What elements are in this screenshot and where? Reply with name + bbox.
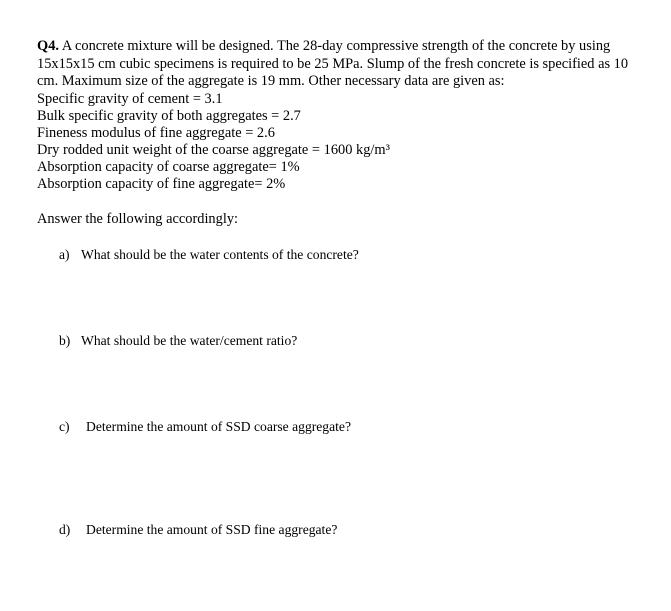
question-label: Q4. bbox=[37, 38, 59, 54]
given-specific-gravity-cement: Specific gravity of cement = 3.1 bbox=[37, 91, 223, 107]
sub-question-b bbox=[59, 332, 297, 349]
sub-question-letter: d) bbox=[59, 522, 71, 537]
sub-question-text: What should be the water contents of the concrete? bbox=[81, 247, 359, 262]
given-dry-rodded-unit-weight: Dry rodded unit weight of the coarse aggregate = 1600 kg/m³ bbox=[37, 142, 390, 158]
sub-question-text: Determine the amount of SSD coarse aggregate? bbox=[86, 419, 351, 434]
answer-prompt: Answer the following accordingly: bbox=[37, 211, 239, 227]
sub-question-c bbox=[59, 418, 351, 435]
given-fineness-modulus: Fineness modulus of fine aggregate = 2.6 bbox=[37, 125, 275, 141]
given-absorption-fine: Absorption capacity of fine aggregate= 2% bbox=[37, 176, 286, 192]
question-intro bbox=[37, 38, 652, 91]
sub-question-d bbox=[59, 521, 337, 538]
question-text: A concrete mixture will be designed. The 28-day compressive strength of the concrete by using 15x15x15 cm cubic specimens is required to be 25 MPa. Slump of the fresh concrete is specified as 10 cm. Maximum size of the aggregate is 19 mm. Other necessary data are given as: bbox=[37, 38, 629, 89]
given-absorption-coarse: Absorption capacity of coarse aggregate= 1% bbox=[37, 159, 300, 175]
sub-question-letter: a) bbox=[59, 247, 70, 262]
sub-question-text: Determine the amount of SSD fine aggregate? bbox=[86, 522, 338, 537]
sub-question-a bbox=[59, 246, 359, 263]
sub-question-letter: b) bbox=[59, 333, 71, 348]
given-bulk-specific-gravity: Bulk specific gravity of both aggregates = 2.7 bbox=[37, 108, 301, 124]
sub-question-text: What should be the water/cement ratio? bbox=[81, 333, 298, 348]
sub-question-letter: c) bbox=[59, 419, 70, 434]
